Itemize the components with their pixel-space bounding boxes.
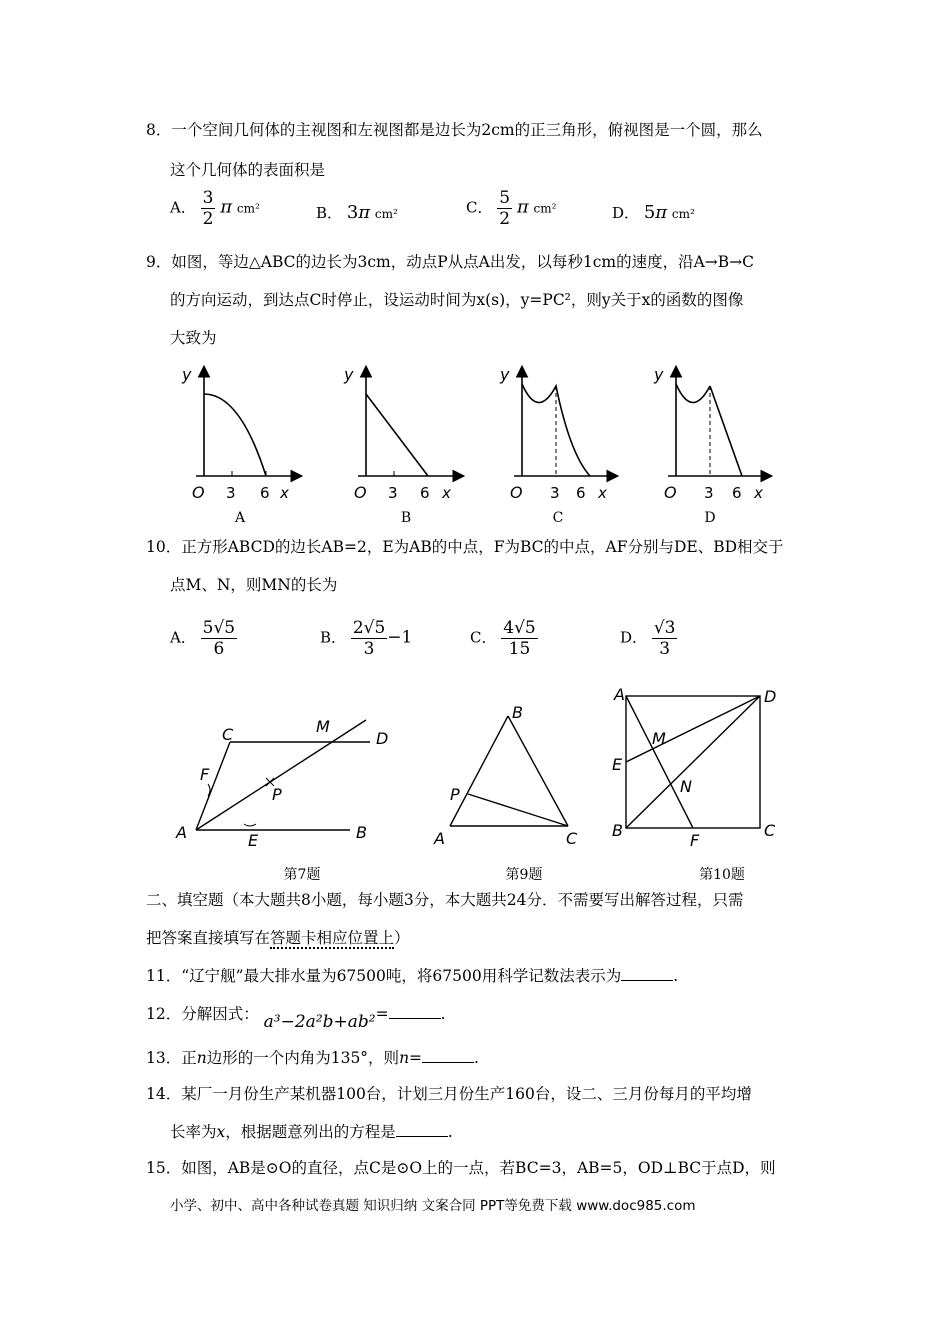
answer-card-emphasis: 答题卡相应位置上 — [270, 929, 395, 947]
graph-a-xlabel: x — [280, 484, 289, 502]
fig9-label-a: A — [434, 829, 445, 848]
fig10-label-e: E — [612, 755, 623, 774]
q11-blank — [621, 966, 673, 981]
q12: 12．分解因式： a³−2a²b+ab²= . — [146, 1005, 446, 1032]
graph-c-ylabel: y — [500, 365, 510, 384]
fig10-caption: 第10题 — [699, 867, 745, 883]
graph-a-origin: O — [192, 483, 205, 502]
q9-line2: 的方向运动，到达点C时停止，设运动时间为x(s)，y=PC²，则y关于x的函数的图像 — [170, 291, 744, 309]
graph-c-tick6: 6 — [576, 484, 586, 502]
graph-b-origin: O — [354, 483, 367, 502]
graph-a — [181, 365, 300, 502]
q10-option-d: D． $\frac{√3}{3}$ — [620, 618, 676, 659]
figures-row — [170, 680, 790, 850]
graph-a-ylabel: y — [182, 365, 192, 384]
graph-b-caption: B — [400, 510, 412, 526]
q13-blank — [422, 1048, 474, 1063]
graph-b-ylabel: y — [344, 365, 354, 384]
q8-option-c: C． $\frac{5}{2}$ π cm² — [466, 188, 557, 229]
figure-9 — [433, 703, 578, 848]
q8-option-b: B． 3π cm² — [316, 202, 398, 223]
q13: 13．正n边形的一个内角为135°，则n= . — [146, 1049, 479, 1067]
q11: 11．“辽宁舰”最大排水量为67500吨，将67500用科学记数法表示为 . — [146, 967, 679, 985]
fig10-label-b: B — [612, 821, 623, 840]
q10-line1: 10．正方形ABCD的边长AB=2，E为AB的中点，F为BC的中点，AF分别与DE、BD相交于 — [146, 538, 784, 556]
fig10-label-m: M — [652, 729, 666, 748]
q14-line2: 长率为x，根据题意列出的方程是 . — [170, 1123, 453, 1141]
graph-c-caption: C — [552, 510, 564, 526]
graph-d-xlabel: x — [754, 484, 763, 502]
q14-blank — [396, 1122, 448, 1137]
figure-7 — [175, 717, 388, 850]
q9-line3: 大致为 — [170, 329, 217, 347]
graph-a-tick3: 3 — [226, 484, 236, 502]
fig7-label-e: E — [248, 831, 259, 850]
fig7-label-d: D — [376, 729, 389, 748]
q8-line1: 8．一个空间几何体的主视图和左视图都是边长为2cm的正三角形，俯视图是一个圆，那么 — [146, 121, 763, 139]
fig10-label-f: F — [690, 831, 700, 850]
fig9-label-p: P — [450, 785, 460, 804]
graph-c — [499, 365, 616, 502]
q8-option-a: A． $\frac{3}{2}$ π cm² — [170, 188, 260, 229]
graph-b-xlabel: x — [442, 484, 451, 502]
q12-expression: a³−2a²b+ab² — [263, 1012, 376, 1032]
fig10-label-d: D — [764, 687, 777, 706]
q10-option-a: A． $\frac{5√5}{6}$ — [170, 618, 236, 659]
graph-c-tick3: 3 — [550, 484, 560, 502]
q15-line1: 15．如图，AB是⊙O的直径，点C是⊙O上的一点，若BC=3，AB=5，OD⊥BC于点D，则 — [146, 1159, 776, 1177]
fig7-label-c: C — [222, 725, 234, 744]
graph-d-caption: D — [704, 510, 716, 526]
graph-a-tick6: 6 — [260, 484, 270, 502]
fig7-label-f: F — [200, 765, 210, 784]
graph-b — [343, 365, 462, 502]
graph-d-origin: O — [664, 483, 677, 502]
footer-note: 小学、初中、高中各种试卷真题 知识归纳 文案合同 PPT等免费下载 www.doc985.com — [170, 1198, 696, 1214]
fig10-label-c: C — [764, 821, 776, 840]
section2-line1: 二、填空题（本大题共8小题，每小题3分，本大题共24分．不需要写出解答过程，只需 — [146, 891, 744, 909]
fig9-label-c: C — [566, 829, 578, 848]
q8-option-d: D． 5π cm² — [612, 202, 695, 223]
graph-d-tick3: 3 — [704, 484, 714, 502]
fig9-label-b: B — [512, 703, 523, 722]
q8-line2: 这个几何体的表面积是 — [170, 161, 326, 179]
q9-line1: 9．如图，等边△ABC的边长为3cm，动点P从点A出发，以每秒1cm的速度，沿A→B→C — [146, 253, 755, 271]
q14-line1: 14．某厂一月份生产某机器100台，计划三月份生产160台，设二、三月份每月的平均增 — [146, 1085, 752, 1103]
q12-blank — [389, 1004, 441, 1019]
section2-line2: 把答案直接填写在答题卡相应位置上） — [146, 929, 410, 947]
graph-c-origin: O — [510, 483, 523, 502]
q9-graphs — [170, 358, 790, 518]
graph-d — [653, 365, 770, 502]
graph-b-tick3: 3 — [388, 484, 398, 502]
fig7-label-m: M — [316, 717, 330, 736]
figure-10 — [612, 685, 776, 850]
q10-option-c: C． $\frac{4√5}{15}$ — [470, 618, 536, 659]
graph-c-xlabel: x — [598, 484, 607, 502]
q10-option-b: B． $\frac{2√5}{3}$ −1 — [320, 618, 413, 659]
graph-d-ylabel: y — [654, 365, 664, 384]
graph-d-tick6: 6 — [732, 484, 742, 502]
graph-b-tick6: 6 — [420, 484, 430, 502]
fig7-caption: 第7题 — [283, 867, 321, 883]
fig9-caption: 第9题 — [505, 867, 543, 883]
graph-a-caption: A — [234, 510, 246, 526]
fig7-label-a: A — [176, 823, 187, 842]
fig7-label-p: P — [272, 785, 282, 804]
fig10-label-n: N — [680, 777, 692, 796]
q10-line2: 点M、N，则MN的长为 — [170, 576, 338, 594]
fig7-label-b: B — [356, 823, 367, 842]
fig10-label-a: A — [614, 685, 625, 704]
